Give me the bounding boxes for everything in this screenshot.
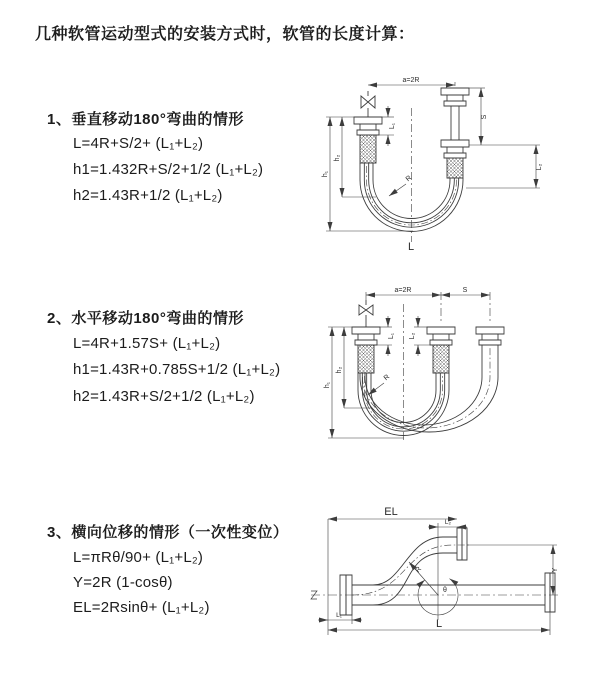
angle-construction [409, 523, 458, 620]
dim-label-h2: h₂ [334, 154, 341, 162]
section2-formula-h1: h1=1.43R+0.785S+1/2 (L₁+L₂) [73, 361, 281, 378]
original-position-pipe [352, 573, 555, 612]
section3-formula-L: L=πRθ/90+ (L₁+L₂) [73, 549, 204, 566]
section3-heading: 3、横向位移的情形（一次性变位） [47, 524, 289, 541]
dim-label-r: R [414, 565, 424, 575]
dim-label-l: L [407, 241, 415, 253]
dim-label-l1: L₁ [388, 332, 395, 340]
dim-label-r: R [382, 373, 392, 383]
dim-label-h2: h₂ [336, 366, 343, 374]
section2-formula-h2: h2=1.43R+S/2+1/2 (L₁+L₂) [73, 388, 255, 405]
dim-label-theta: θ [443, 587, 447, 594]
dim-label-l1: L₁ [336, 612, 342, 619]
dim-label-y: Y [552, 567, 559, 573]
dim-a2r [366, 287, 441, 300]
dim-label-h1: h₁ [324, 381, 331, 389]
section1-heading: 1、垂直移动180°弯曲的情形 [47, 111, 244, 128]
dim-label-s: S [481, 114, 488, 120]
left-pipe-fitting [352, 327, 380, 373]
dim-label-el: EL [384, 506, 398, 518]
dim-label-a2r: a=2R [402, 77, 420, 84]
section2-heading: 2、水平移动180°弯曲的情形 [47, 310, 244, 327]
displaced-hose-s-curve [352, 528, 469, 605]
section3-formula-Y: Y=2R (1-cosθ) [73, 574, 173, 591]
section2-formula-L: L=4R+1.57S+ (L₁+L₂) [73, 335, 221, 352]
dim-h1 [322, 117, 413, 231]
diagram-lateral-displacement [303, 498, 573, 648]
dim-label-a2r: a=2R [394, 287, 412, 294]
diagram-horizontal-180-bend [318, 280, 583, 450]
dim-s [469, 88, 540, 145]
dim-label-l1: L₁ [389, 122, 396, 130]
section1-formula-h2: h2=1.43R+1/2 (L₁+L₂) [73, 187, 223, 204]
dim-label-l: L [435, 618, 443, 630]
dim-h1 [324, 327, 404, 438]
dim-l2 [428, 519, 467, 527]
middle-pipe-fitting [427, 292, 455, 373]
dim-label-l2: L₂ [536, 163, 543, 171]
radius-leader [389, 175, 413, 196]
dim-s [441, 287, 490, 295]
dim-l2 [466, 145, 543, 188]
page-title: 几种软管运动型式的安装方式时，软管的长度计算： [35, 26, 415, 43]
dim-l1 [318, 612, 362, 624]
dim-label-r: R [404, 174, 414, 184]
dim-el [328, 506, 457, 635]
dim-label-l2: L₂ [409, 332, 416, 340]
section1-formula-L: L=4R+S/2+ (L₁+L₂) [73, 135, 204, 152]
left-pipe-fitting [354, 117, 382, 163]
displaced-pipe-fitting [476, 292, 504, 345]
dim-l1 [376, 106, 396, 146]
dim-l [328, 612, 550, 635]
dim-a2r [368, 77, 455, 85]
dim-l2 [409, 316, 433, 356]
dim-label-l2: L₂ [444, 519, 452, 526]
dim-label-s: S [462, 287, 468, 294]
dim-l1 [374, 316, 395, 356]
right-pipe-fitting [441, 88, 469, 178]
diagram-vertical-180-bend [318, 70, 558, 255]
section3-formula-EL: EL=2Rsinθ+ (L₁+L₂) [73, 599, 210, 616]
section1-formula-h1: h1=1.432R+S/2+1/2 (L₁+L₂) [73, 161, 264, 178]
dim-label-h1: h₁ [322, 170, 329, 178]
valve-icon [361, 91, 375, 117]
valve-icon [359, 300, 373, 327]
